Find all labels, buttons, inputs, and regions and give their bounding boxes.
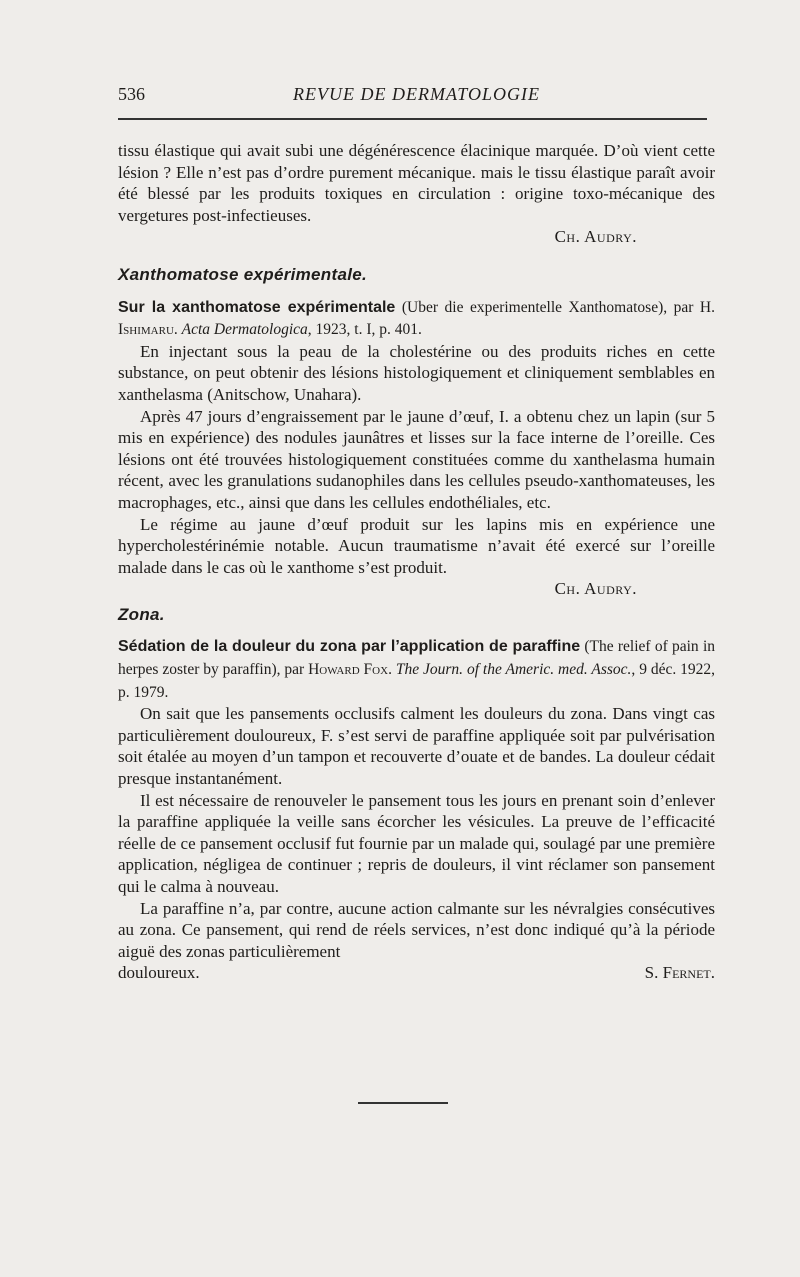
article-ref-b: . xyxy=(388,661,396,679)
page-number: 536 xyxy=(118,84,145,104)
article-title: Sédation de la douleur du zona par l’application de paraffine xyxy=(118,638,581,656)
article-ref-a: (The relief of pain in herpes zoster by paraffin), par xyxy=(118,638,715,679)
paragraph: La paraffine n’a, par contre, aucune action calmante sur les névralgies consécutives au zona. Ce pansement, qui rend de réels services, n’est donc indiqué qu’à la période aiguë des zonas particulièrement xyxy=(118,898,715,961)
page-header xyxy=(118,80,715,110)
article-heading-zona xyxy=(118,635,715,703)
section1-signature: Ch. Audry. xyxy=(554,579,637,599)
article-ref-c: , 1923, t. I, p. 401. xyxy=(307,321,422,339)
paragraph: Il est nécessaire de renouveler le pansement tous les jours en prenant soin d’enlever la paraffine appliquée la veille sans écorcher les vésicules. La preuve de l’efficacité réelle de ce pansement occlusif fut fournie par un malade qui, soulagé par une première application, négligea de continuer ; repris de douleurs, il vint réclamer son pansement qui le calma à nouveau. xyxy=(118,790,715,896)
article-journal: Acta Dermatologica xyxy=(181,321,308,339)
closing-line xyxy=(118,962,715,984)
article-body xyxy=(118,140,715,984)
intro-signature: Ch. Audry. xyxy=(554,227,637,247)
paragraph: On sait que les pansements occlusifs calment les douleurs du zona. Dans vingt cas particulièrement douloureux, F. s’est servi de paraffine appliquée soit par pulvérisation soit étalée au moyen d’un tampon et recouverte d’ouate et de bandes. La douleur cédait presque instantanément. xyxy=(118,704,715,789)
running-title: REVUE DE DERMATOLOGIE xyxy=(293,84,540,104)
paragraph: Après 47 jours d’engraissement par le jaune d’œuf, I. a obtenu chez un lapin (sur 5 mis en expérience) des nodules jaunâtres et lisses sur la face interne de l’oreille. Ces lésions ont été trouvées histologiquement constituées comme du xanthelasma humain récent, avec les granulations sudanophiles dans les cellules pseudo-xanthomateuses, les macrophages, etc., ainsi que dans les cellules endothéliales, etc. xyxy=(118,406,715,512)
article-author: Ishimaru xyxy=(118,321,174,339)
section-title-xanthomatose: Xanthomatose expérimentale. xyxy=(118,264,368,284)
article-ref-b: . xyxy=(173,321,182,339)
article-author: Howard Fox xyxy=(308,661,389,679)
paragraph: En injectant sous la peau de la cholestérine ou des produits riches en cette substance, on peut obtenir des lésions histologiquement et cliniquement semblables en xanthelasma (Anitschow, Unahara). xyxy=(118,341,715,404)
end-rule xyxy=(358,1102,448,1104)
paragraph: Le régime au jaune d’œuf produit sur les lapins mis en expérience une hypercholestérinémie notable. Aucun traumatisme n’avait été exercé sur l’oreille malade dans le cas où le xanthome s’est produit. xyxy=(118,514,715,577)
intro-paragraph: tissu élastique qui avait subi une dégénérescence élacinique marquée. D’où vient cette lésion ? Elle n’est pas d’ordre purement mécanique. mais le tissu élastique paraît avoir été blessé par les produits toxiques en circulation : origine toxo-mécanique des vergetures post-infectieuses. xyxy=(118,141,715,225)
header-rule xyxy=(118,118,707,120)
section-title-zona: Zona. xyxy=(118,604,165,624)
article-journal: The Journ. of the Americ. med. Assoc. xyxy=(395,661,632,679)
article-title: Sur la xanthomatose expérimentale xyxy=(118,298,396,316)
article-ref-a: (Uber die experimentelle Xanthomatose), par H. xyxy=(395,298,716,316)
article-heading-xanthomatose xyxy=(118,296,715,341)
last-word: douloureux. xyxy=(118,963,200,983)
section2-signature: S. Fernet. xyxy=(644,963,715,983)
article-ref-c: , 9 déc. 1922, p. 1979. xyxy=(118,661,716,701)
